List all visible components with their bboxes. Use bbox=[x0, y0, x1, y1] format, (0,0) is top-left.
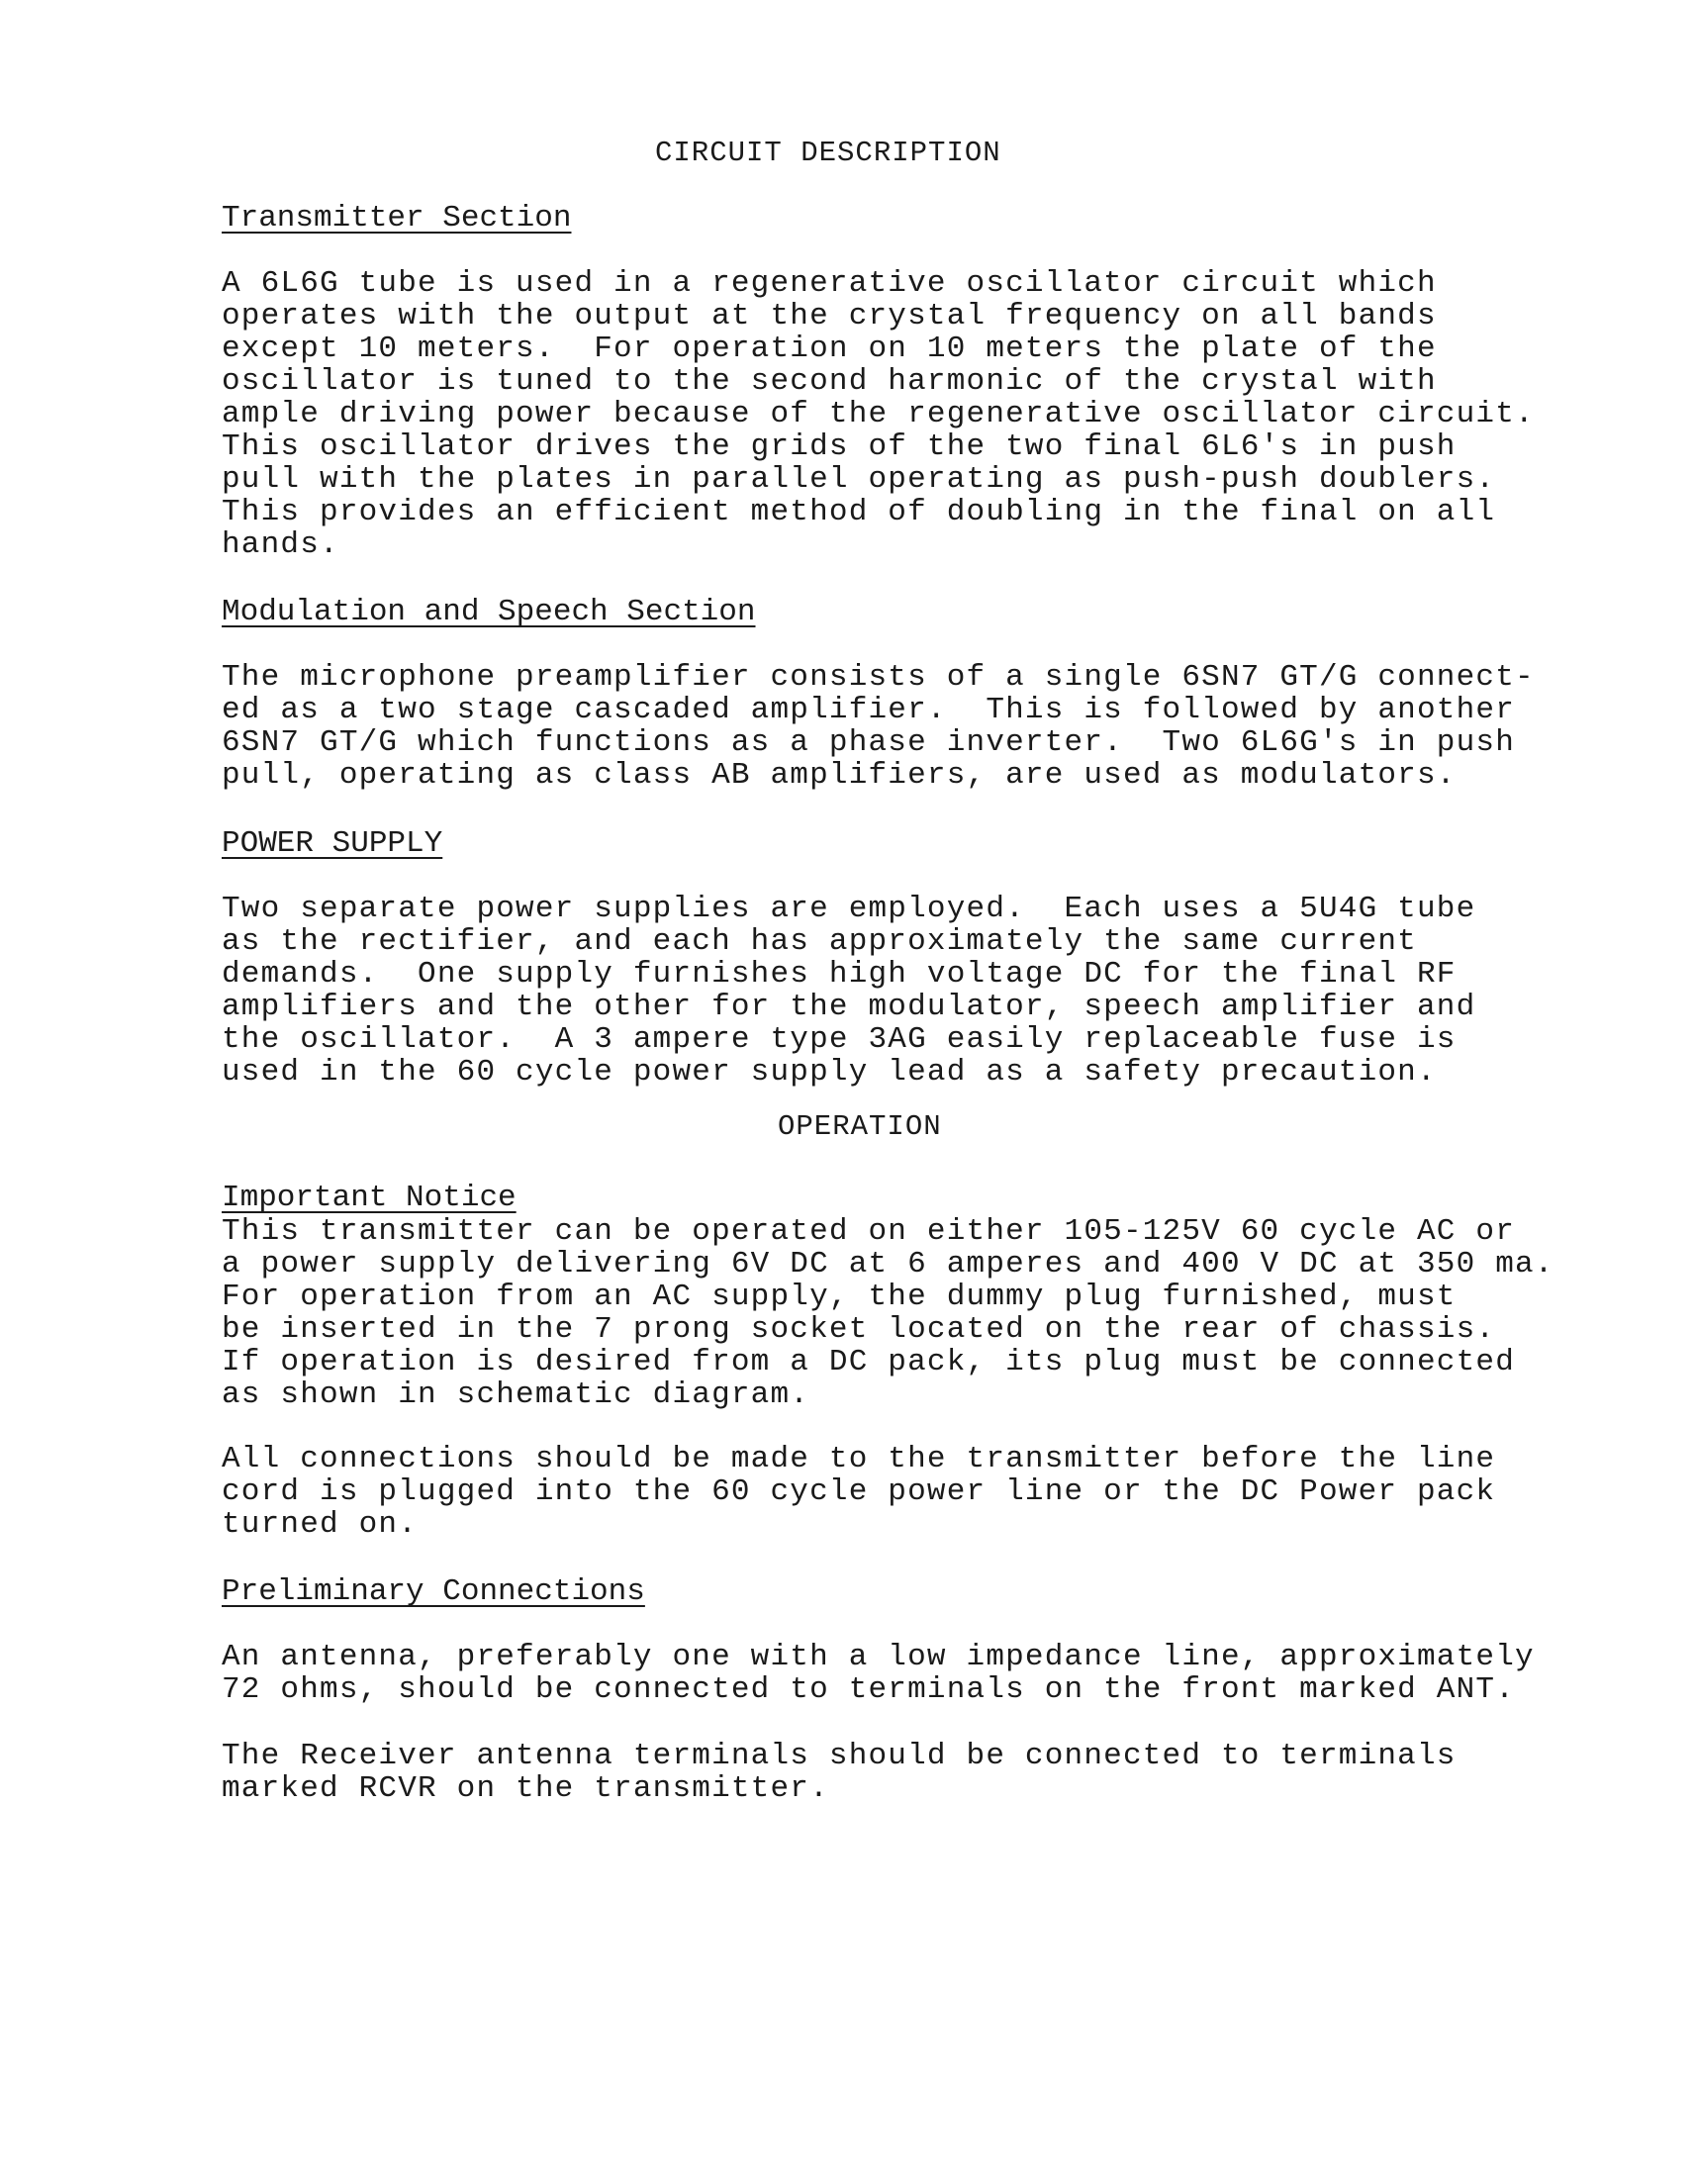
transmitter-section-paragraph bbox=[222, 267, 1535, 561]
paragraph-line: demands. One supply furnishes high voltage DC for the final RF bbox=[222, 957, 1457, 992]
paragraph-line: cord is plugged into the 60 cycle power line or the DC Power pack bbox=[222, 1474, 1496, 1509]
receiver-paragraph bbox=[222, 1740, 1457, 1805]
paragraph-line: ample driving power because of the regenerative oscillator circuit. bbox=[222, 397, 1535, 431]
paragraph-line: used in the 60 cycle power supply lead as a safety precaution. bbox=[222, 1055, 1437, 1090]
paragraph-line: pull, operating as class AB amplifiers, are used as modulators. bbox=[222, 758, 1457, 793]
paragraph-line: the oscillator. A 3 ampere type 3AG easily replaceable fuse is bbox=[222, 1022, 1457, 1057]
paragraph-line: operates with the output at the crystal frequency on all bands bbox=[222, 299, 1437, 333]
transmitter-section-heading: Transmitter Section bbox=[222, 201, 572, 236]
paragraph-line: An antenna, preferably one with a low impedance line, approximately bbox=[222, 1640, 1535, 1674]
paragraph-line: For operation from an AC supply, the dummy plug furnished, must bbox=[222, 1280, 1457, 1314]
paragraph-line: except 10 meters. For operation on 10 meters the plate of the bbox=[222, 332, 1437, 366]
paragraph-line: be inserted in the 7 prong socket located on the rear of chassis. bbox=[222, 1312, 1496, 1347]
paragraph-line: pull with the plates in parallel operating as push-push doublers. bbox=[222, 462, 1496, 497]
paragraph-line: The microphone preamplifier consists of a single 6SN7 GT/G connect- bbox=[222, 660, 1535, 695]
paragraph-line: This provides an efficient method of doubling in the final on all bbox=[222, 495, 1496, 529]
power-supply-paragraph bbox=[222, 893, 1475, 1089]
paragraph-line: hands. bbox=[222, 527, 339, 562]
preliminary-connections-heading: Preliminary Connections bbox=[222, 1574, 645, 1609]
paragraph-line: 6SN7 GT/G which functions as a phase inverter. Two 6L6G's in push bbox=[222, 725, 1515, 760]
paragraph-line: a power supply delivering 6V DC at 6 amperes and 400 V DC at 350 ma. bbox=[222, 1247, 1554, 1282]
paragraph-line: ed as a two stage cascaded amplifier. This is followed by another bbox=[222, 693, 1515, 727]
modulation-section-heading: Modulation and Speech Section bbox=[222, 595, 756, 629]
paragraph-line: marked RCVR on the transmitter. bbox=[222, 1771, 829, 1806]
connections-note-paragraph bbox=[222, 1443, 1495, 1541]
paragraph-line: turned on. bbox=[222, 1507, 419, 1542]
paragraph-line: All connections should be made to the transmitter before the line bbox=[222, 1442, 1496, 1476]
paragraph-line: This transmitter can be operated on either 105-125V 60 cycle AC or bbox=[222, 1214, 1515, 1249]
important-notice-heading: Important Notice bbox=[222, 1181, 517, 1215]
paragraph-line: If operation is desired from a DC pack, its plug must be connected bbox=[222, 1345, 1515, 1379]
preliminary-connections-paragraph bbox=[222, 1641, 1535, 1706]
paragraph-line: amplifiers and the other for the modulator, speech amplifier and bbox=[222, 990, 1476, 1024]
important-notice-paragraph bbox=[222, 1215, 1554, 1411]
paragraph-line: oscillator is tuned to the second harmonic of the crystal with bbox=[222, 364, 1437, 399]
paragraph-line: Two separate power supplies are employed. Each uses a 5U4G tube bbox=[222, 892, 1476, 926]
paragraph-line: 72 ohms, should be connected to terminals on the front marked ANT. bbox=[222, 1672, 1515, 1707]
paragraph-line: as shown in schematic diagram. bbox=[222, 1377, 810, 1412]
paragraph-line: This oscillator drives the grids of the two final 6L6's in push bbox=[222, 429, 1457, 464]
page-title: CIRCUIT DESCRIPTION bbox=[655, 137, 1001, 169]
paragraph-line: as the rectifier, and each has approximately the same current bbox=[222, 924, 1417, 959]
operation-heading: OPERATION bbox=[778, 1110, 942, 1143]
paragraph-line: A 6L6G tube is used in a regenerative oscillator circuit which bbox=[222, 266, 1437, 301]
paragraph-line: The Receiver antenna terminals should be connected to terminals bbox=[222, 1739, 1457, 1773]
power-supply-heading: POWER SUPPLY bbox=[222, 826, 443, 861]
modulation-section-paragraph bbox=[222, 661, 1535, 792]
